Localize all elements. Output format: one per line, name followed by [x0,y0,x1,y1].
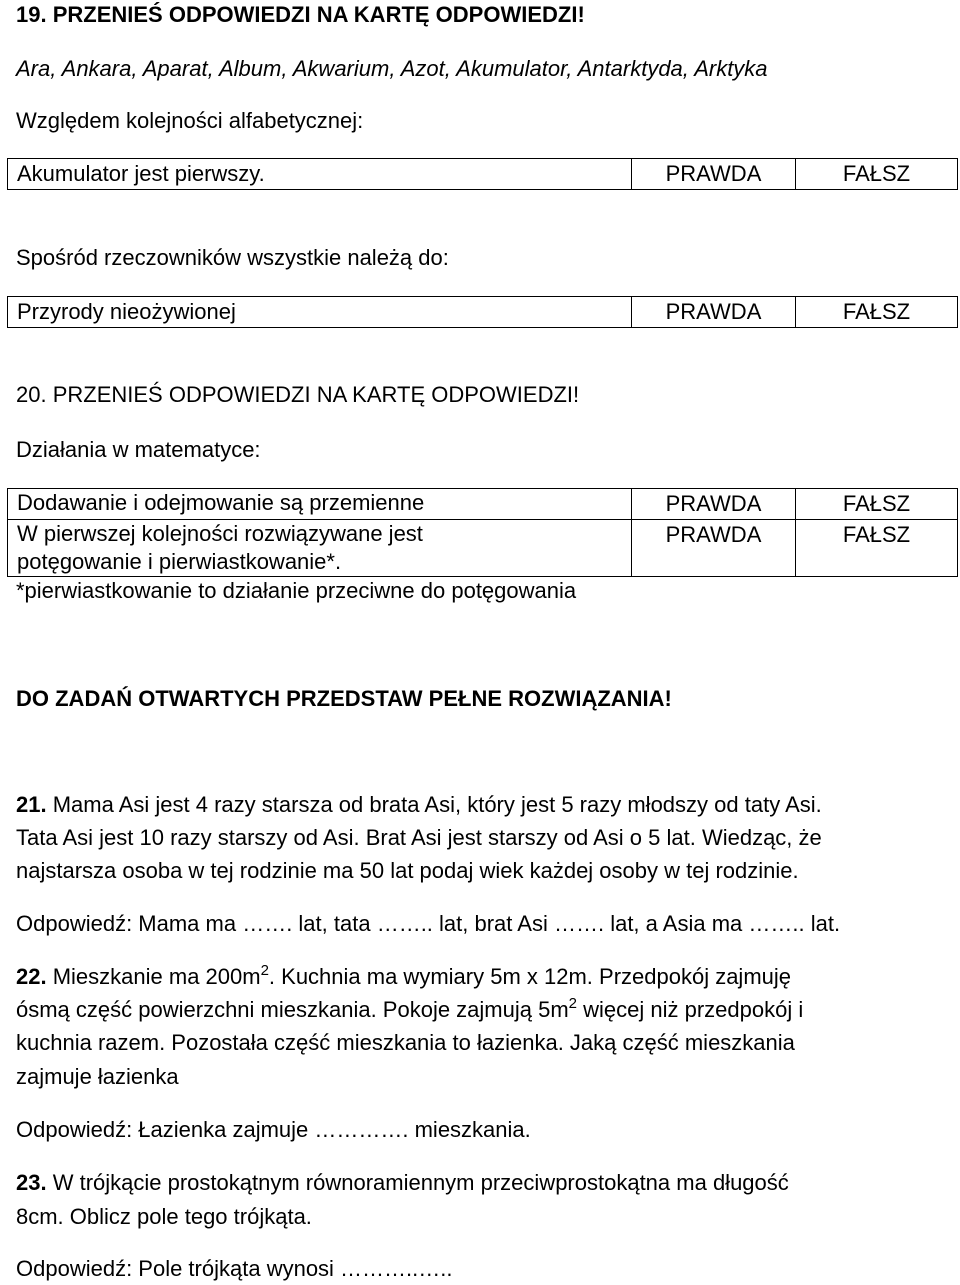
task23-text: W trójkącie prostokątnym równoramiennym przeciwprostokątna ma długość [46,1170,789,1195]
answer-false[interactable]: FAŁSZ [796,297,958,328]
task22-line4: zajmuje łazienka [16,1064,179,1089]
task20-footnote: *pierwiastkowanie to działanie przeciwne do potęgowania [16,578,577,603]
task19-header: 19. PRZENIEŚ ODPOWIEDZI NA KARTĘ ODPOWIEDZI! [16,2,585,27]
table-row [8,159,958,190]
answer-false[interactable]: FAŁSZ [796,520,958,577]
task22-answer: Odpowiedź: Łazienka zajmuje …………. mieszkania. [16,1117,531,1142]
task21-text: Mama Asi jest 4 razy starsza od brata Asi, który jest 5 razy młodszy od taty Asi. [46,792,822,817]
task-number: 21. [16,792,47,817]
task22-line1 [16,964,791,990]
open-tasks-header: DO ZADAŃ OTWARTYCH PRZEDSTAW PEŁNE ROZWIĄZANIA! [16,686,672,711]
statement-line: W pierwszej kolejności rozwiązywane jest [17,521,423,546]
task23-line1 [16,1170,789,1196]
statement-cell: Dodawanie i odejmowanie są przemienne [8,489,632,520]
task22-line3: kuchnia razem. Pozostała część mieszkania to łazienka. Jaką część mieszkania [16,1030,795,1055]
task20-intro: Działania w matematyce: [16,437,261,462]
task22-text: Mieszkanie ma 200m [46,964,261,989]
table-row [8,520,958,577]
answer-false[interactable]: FAŁSZ [796,489,958,520]
table-row [8,297,958,328]
superscript: 2 [260,962,269,979]
statement-cell: Akumulator jest pierwszy. [8,159,632,190]
task23-line2: 8cm. Oblicz pole tego trójkąta. [16,1204,312,1229]
statement-cell [8,520,632,577]
task19-words: Ara, Ankara, Aparat, Album, Akwarium, Azot, Akumulator, Antarktyda, Arktyka [16,56,768,81]
task21-answer: Odpowiedź: Mama ma ……. lat, tata …….. lat, brat Asi ……. lat, a Asia ma …….. lat. [16,911,841,936]
task19-table2 [7,296,958,328]
task21-line1 [16,792,822,818]
task19-intro2: Spośród rzeczowników wszystkie należą do: [16,245,449,270]
statement-line: potęgowanie i pierwiastkowanie*. [17,549,342,574]
task-number: 23. [16,1170,47,1195]
answer-true[interactable]: PRAWDA [632,159,796,190]
task22-line2 [16,997,803,1023]
answer-true[interactable]: PRAWDA [632,489,796,520]
statement-cell: Przyrody nieożywionej [8,297,632,328]
task22-text: . Kuchnia ma wymiary 5m x 12m. Przedpokój zajmuję [268,964,792,989]
answer-true[interactable]: PRAWDA [632,520,796,577]
answer-true[interactable]: PRAWDA [632,297,796,328]
superscript: 2 [568,995,578,1012]
task23-answer: Odpowiedź: Pole trójkąta wynosi ………..….. [16,1256,453,1281]
task22-text: więcej niż przedpokój i [577,997,804,1022]
table-row [8,489,958,520]
task22-text: ósmą część powierzchni mieszkania. Pokoje zajmują 5m [16,997,569,1022]
answer-false[interactable]: FAŁSZ [796,159,958,190]
task21-line3: najstarsza osoba w tej rodzinie ma 50 lat podaj wiek każdej osoby w tej rodzinie. [16,858,799,883]
task20-header: 20. PRZENIEŚ ODPOWIEDZI NA KARTĘ ODPOWIEDZI! [16,382,580,407]
task19-table1 [7,158,958,190]
task21-line2: Tata Asi jest 10 razy starszy od Asi. Brat Asi jest starszy od Asi o 5 lat. Wiedząc, że [16,825,822,850]
task19-intro: Względem kolejności alfabetycznej: [16,108,364,133]
task-number: 22. [16,964,47,989]
task20-table [7,488,958,577]
